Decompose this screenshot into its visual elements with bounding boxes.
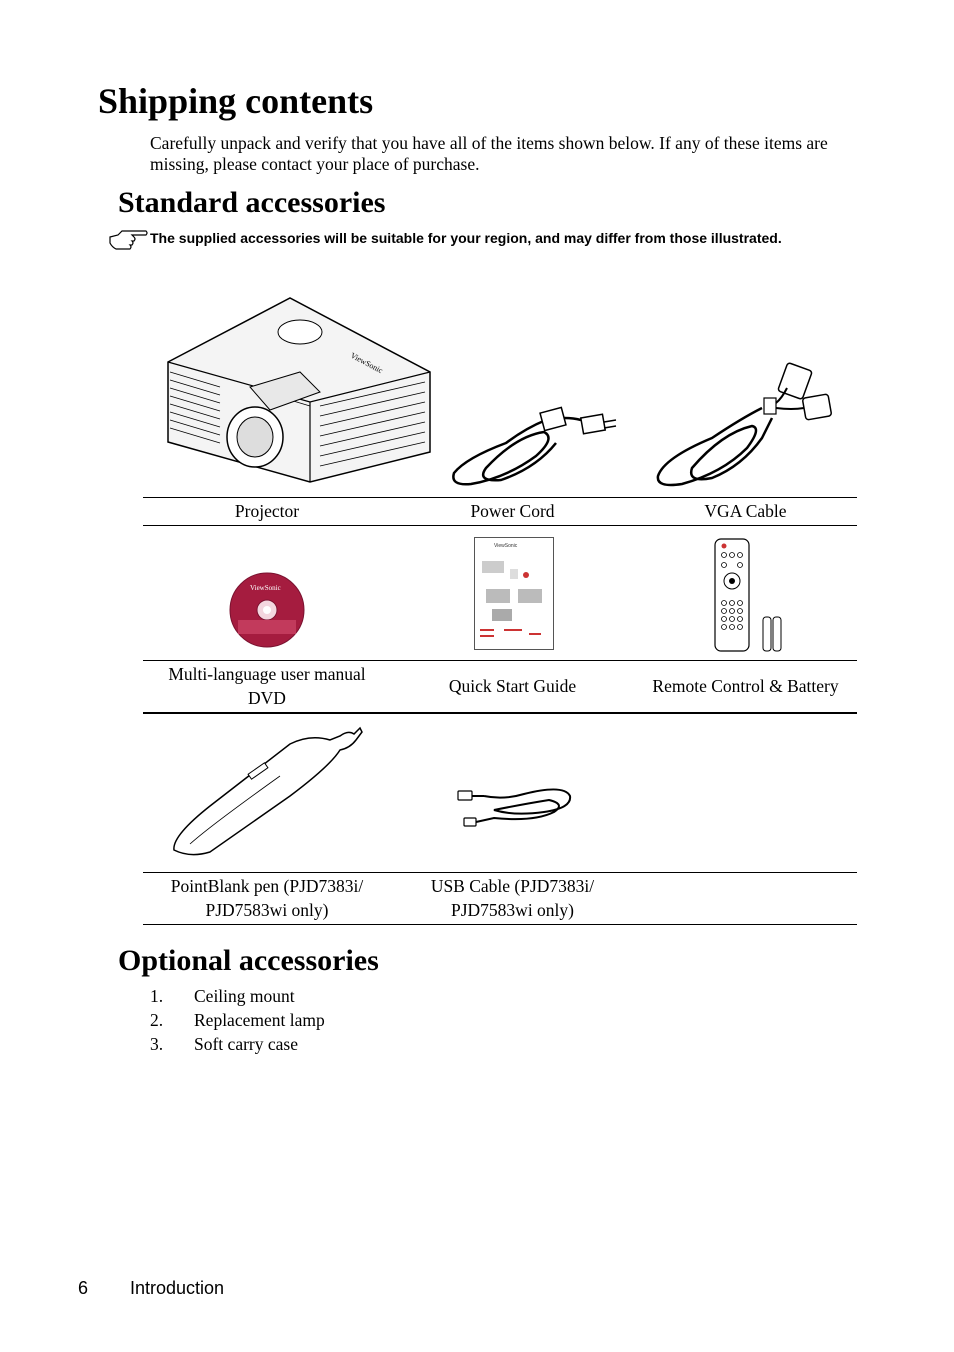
- item-label-power-cord: Power Cord: [470, 501, 555, 521]
- table-rule: [143, 712, 857, 714]
- page-number: 6: [78, 1278, 89, 1298]
- item-label-quick-start-guide: Quick Start Guide: [448, 676, 577, 696]
- power-cord-icon: [446, 398, 620, 490]
- list-item: [150, 986, 295, 1007]
- pointblank-pen-icon: [170, 726, 364, 856]
- remote-control-icon: [713, 537, 783, 655]
- dvd-icon: [228, 572, 306, 648]
- item-label-vga-cable: VGA Cable: [704, 501, 787, 521]
- vga-cable-icon: [652, 358, 836, 490]
- quick-start-guide-icon: [474, 537, 554, 650]
- footer-section: Introduction: [130, 1278, 225, 1298]
- guide-brand-logo: ViewSonic: [494, 543, 518, 549]
- list-item-number: 2.: [150, 1010, 164, 1030]
- item-label-dvd: Multi-language user manual DVD: [168, 664, 366, 708]
- item-label-pointblank-pen: PointBlank pen (PJD7383i/ PJD7583wi only): [170, 876, 364, 920]
- usb-cable-icon: [454, 782, 574, 828]
- list-item: [150, 1010, 325, 1031]
- list-item-number: 3.: [150, 1034, 164, 1054]
- list-item-label: Ceiling mount: [194, 986, 295, 1006]
- list-item-label: Replacement lamp: [194, 1010, 325, 1030]
- table-rule: [143, 924, 857, 925]
- projector-icon: [160, 292, 436, 484]
- pointing-hand-icon: [108, 229, 148, 251]
- item-label-projector: Projector: [234, 501, 300, 521]
- page-title: Shipping contents: [98, 81, 374, 121]
- list-item-number: 1.: [150, 986, 164, 1006]
- table-rule: [143, 525, 857, 526]
- list-item-label: Soft carry case: [194, 1034, 298, 1054]
- standard-accessories-heading: Standard accessories: [118, 186, 386, 219]
- note-text: The supplied accessories will be suitable for your region, and may differ from those illustrated.: [150, 230, 782, 246]
- projector-brand-logo: ViewSonic: [349, 350, 385, 376]
- intro-paragraph: Carefully unpack and verify that you have all of the items shown below. If any of these items are missing, please contact your place of purchase.: [150, 133, 828, 174]
- dvd-brand-logo: ViewSonic: [250, 584, 281, 592]
- optional-accessories-heading: Optional accessories: [118, 944, 379, 977]
- item-label-remote-control: Remote Control & Battery: [652, 676, 839, 696]
- item-label-usb-cable: USB Cable (PJD7383i/ PJD7583wi only): [430, 876, 595, 920]
- list-item: [150, 1034, 298, 1055]
